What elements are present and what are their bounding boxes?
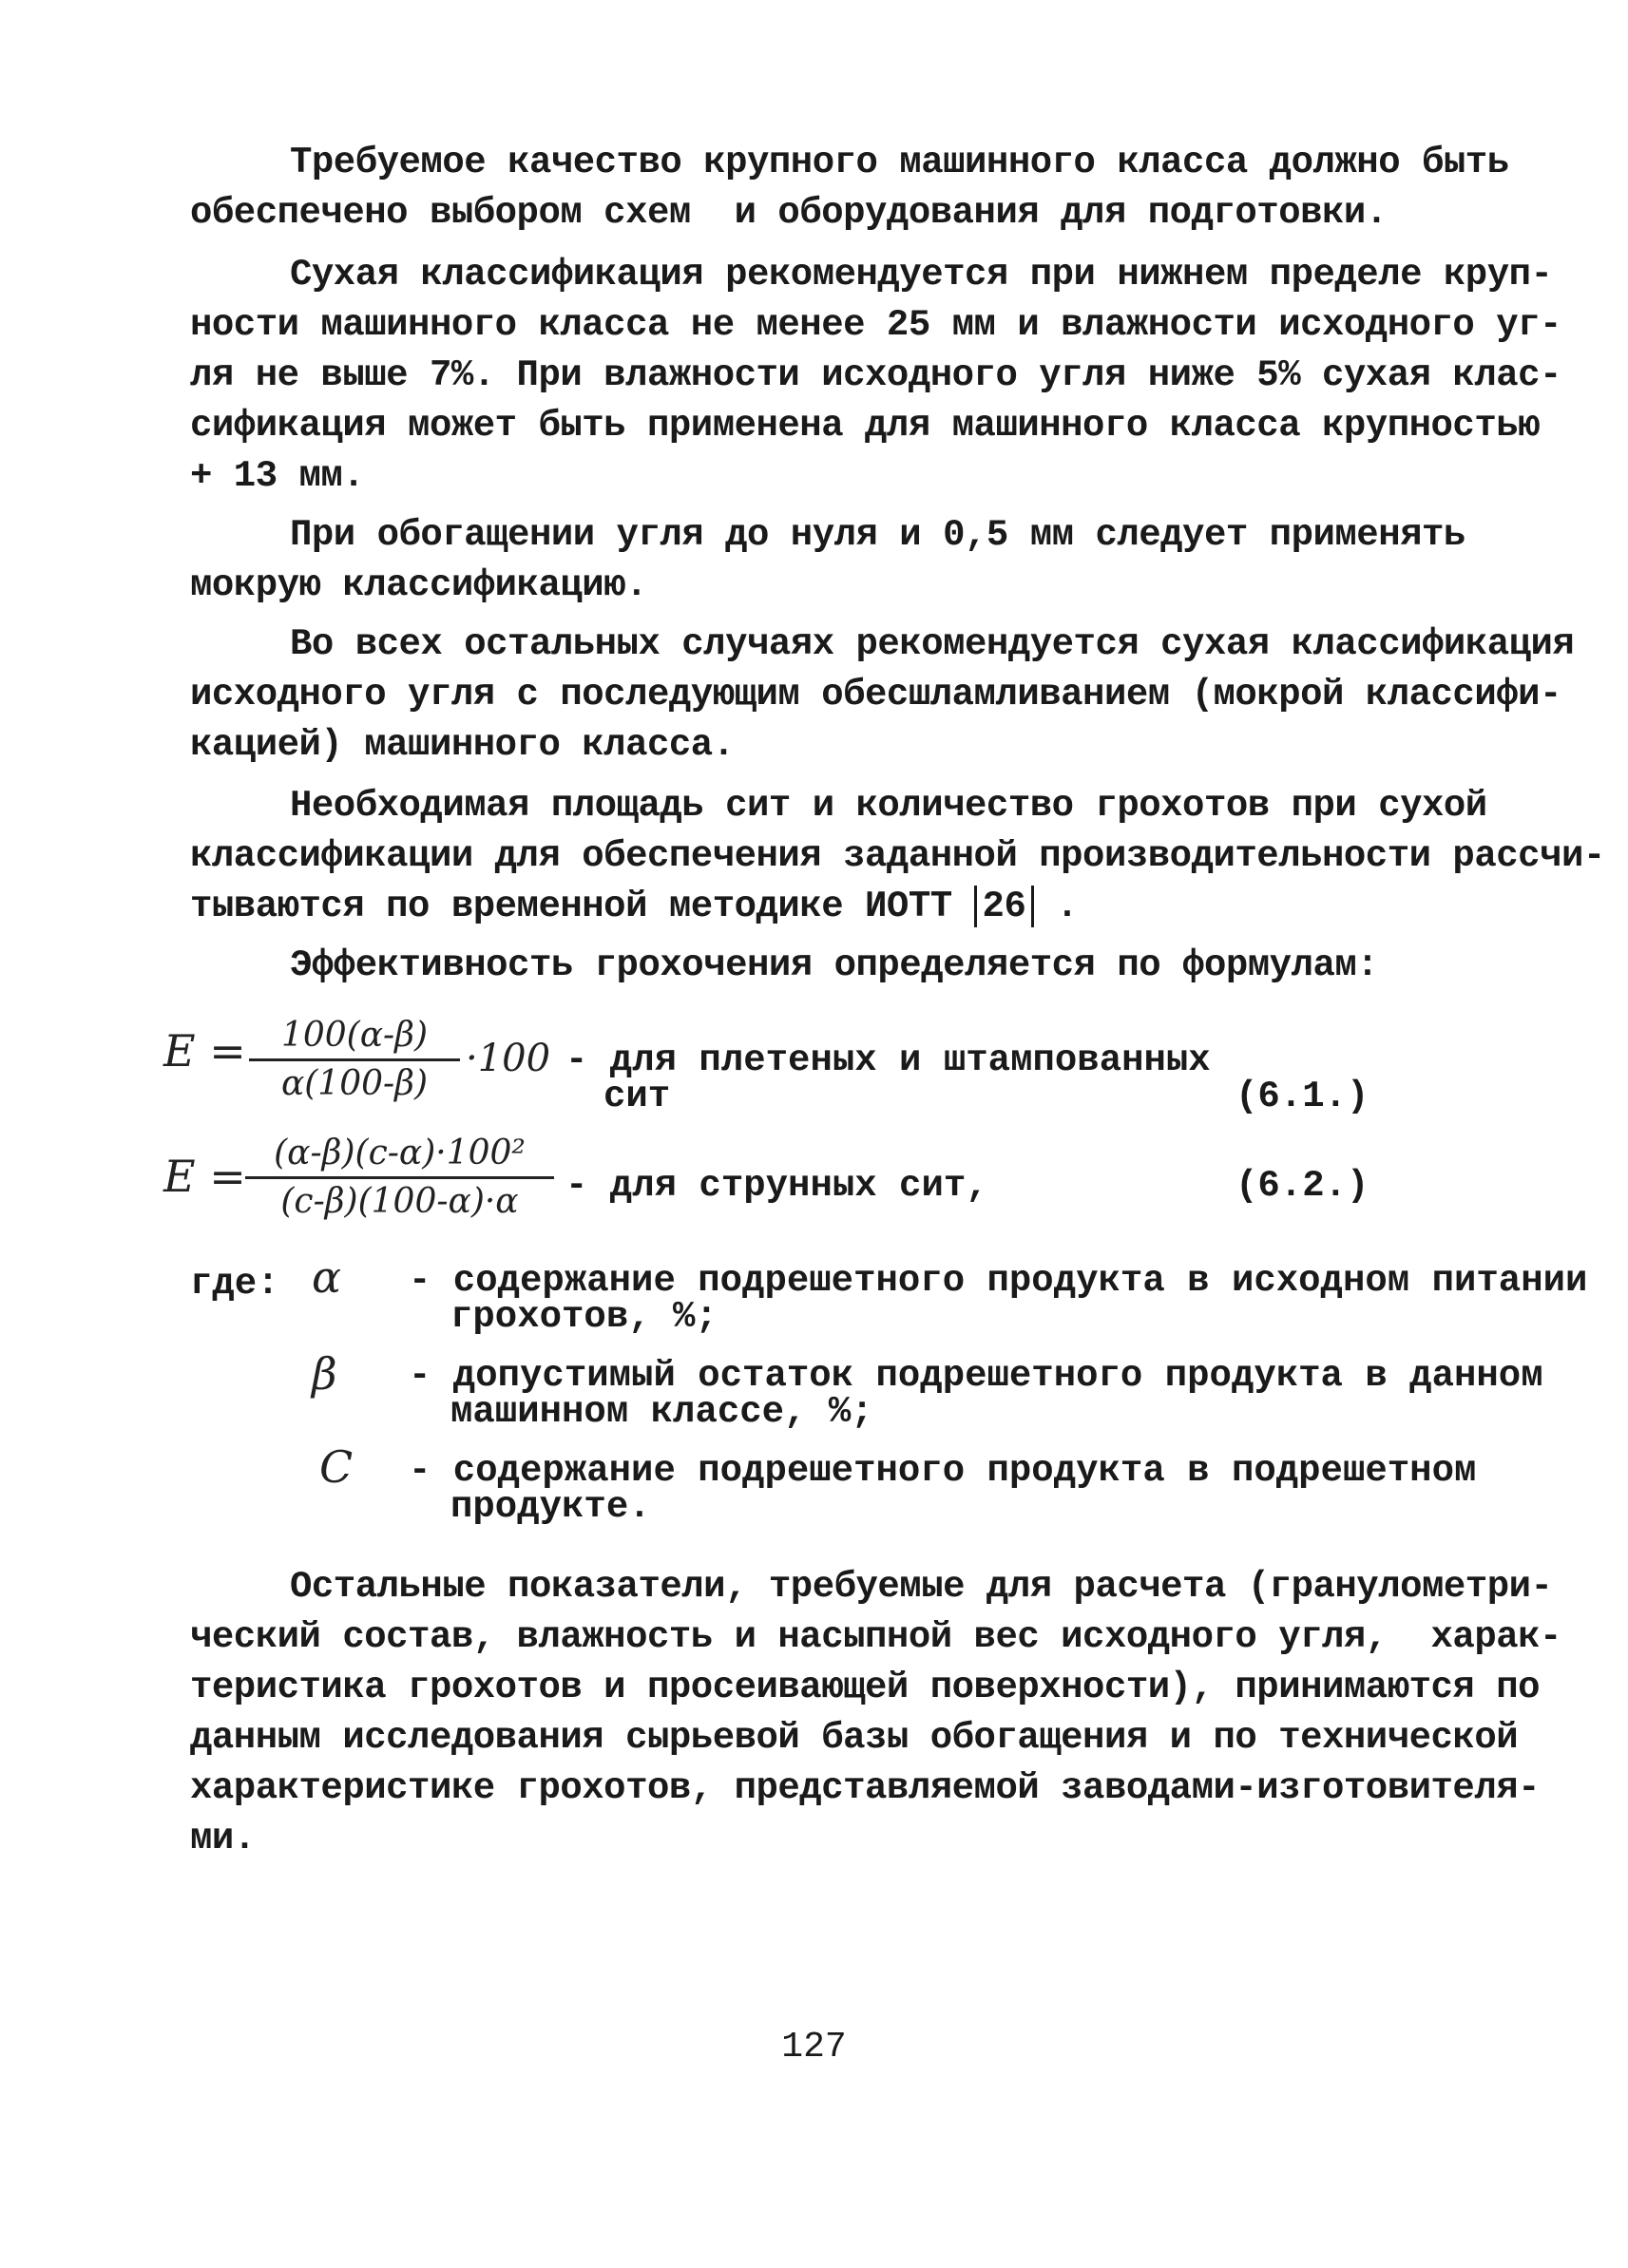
formula-6-1-denominator: α(100-β) (280, 1064, 429, 1103)
symbol-alpha: α (312, 1251, 342, 1303)
definition-beta-line-1: - допустимый остаток подрешетного продукта в данном (409, 1355, 1543, 1397)
formula-6-1-desc-2: сит (603, 1076, 671, 1117)
definition-alpha-line-2: грохотов, %; (450, 1296, 718, 1338)
p2-line-5: + 13 мм. (190, 455, 365, 497)
p5-end-period: . (1056, 886, 1079, 927)
definitions-intro: где: (190, 1263, 279, 1305)
formula-6-1-multiplier: ·100 (466, 1037, 551, 1080)
p1-line-2: обеспечено выбором схем и оборудования для подготовки. (190, 192, 1388, 234)
formula-6-1-number: (6.1.) (1235, 1076, 1369, 1117)
formula-6-1-lhs: E = (163, 1025, 246, 1077)
p6-line-1: Эффективность грохочения определяется по формулам: (290, 944, 1379, 986)
p4-line-2: исходного угля с последующим обесшламливанием (мокрой классифи- (190, 674, 1561, 715)
formula-6-2-denominator: (c-β)(100-α)·α (280, 1182, 519, 1221)
p4-line-1: Во всех остальных случаях рекомендуется сухая классификация (290, 623, 1575, 665)
p7-line-1: Остальные показатели, требуемые для расчета (гранулометри- (290, 1566, 1553, 1608)
formula-6-2-lhs: E = (163, 1151, 246, 1202)
formula-6-2-desc: - для струнных сит, (565, 1165, 988, 1207)
definition-c-line-2: продукте. (450, 1486, 651, 1528)
formula-6-2-numerator: (α-β)(c-α)·100² (274, 1134, 526, 1172)
p5-line-3 (190, 882, 1078, 932)
formula-6-1-fraction (249, 1015, 460, 1105)
p2-line-1: Сухая классификация рекомендуется при нижнем пределе круп- (290, 254, 1553, 295)
p4-line-3: кацией) машинного класса. (190, 724, 735, 766)
p2-line-3: ля не выше 7%. При влажности исходного угля ниже 5% сухая клас- (190, 354, 1561, 396)
p3-line-2: мокрую классификацию. (190, 564, 647, 606)
formula-6-1-fraction-bar (249, 1058, 460, 1061)
symbol-beta: β (312, 1348, 337, 1400)
p7-line-4: данным исследования сырьевой базы обогащения и по технической (190, 1717, 1519, 1759)
p5-line-1: Необходимая площадь сит и количество грохотов при сухой (290, 785, 1487, 827)
p7-line-5: характеристике грохотов, представляемой заводами-изготовителя- (190, 1767, 1541, 1809)
page-number: 127 (781, 2027, 847, 2068)
p5-line-2: классификации для обеспечения заданной производительности рассчи- (190, 835, 1605, 877)
p5-line-3-text: тываются по временной методике ИОТТ (190, 886, 952, 927)
p2-line-4: сификация может быть применена для машинного класса крупностью (190, 405, 1541, 447)
reference-bracket: 26 (974, 886, 1035, 927)
formula-6-1-desc-1: - для плетеных и штампованных (565, 1039, 1211, 1081)
definition-c-line-1: - содержание подрешетного продукта в подрешетном (409, 1450, 1477, 1492)
formula-6-2-fraction-bar (245, 1176, 554, 1179)
definition-alpha-line-1: - содержание подрешетного продукта в исходном питании (409, 1260, 1588, 1302)
p7-line-2: ческий состав, влажность и насыпной вес исходного угля, харак- (190, 1616, 1561, 1658)
p7-line-6: ми. (190, 1818, 256, 1859)
definition-beta-line-2: машинном классе, %; (450, 1391, 873, 1433)
p1-line-1: Требуемое качество крупного машинного класса должно быть (290, 142, 1509, 183)
formula-6-2-fraction (245, 1133, 554, 1223)
formula-6-2-number: (6.2.) (1235, 1165, 1369, 1207)
symbol-c: C (319, 1441, 354, 1493)
formula-6-1-numerator: 100(α-β) (280, 1016, 429, 1055)
p3-line-1: При обогащении угля до нуля и 0,5 мм следует применять (290, 514, 1465, 556)
p7-line-3: теристика грохотов и просеивающей поверхности), принимаются по (190, 1667, 1541, 1708)
p2-line-2: ности машинного класса не менее 25 мм и влажности исходного уг- (190, 304, 1561, 346)
